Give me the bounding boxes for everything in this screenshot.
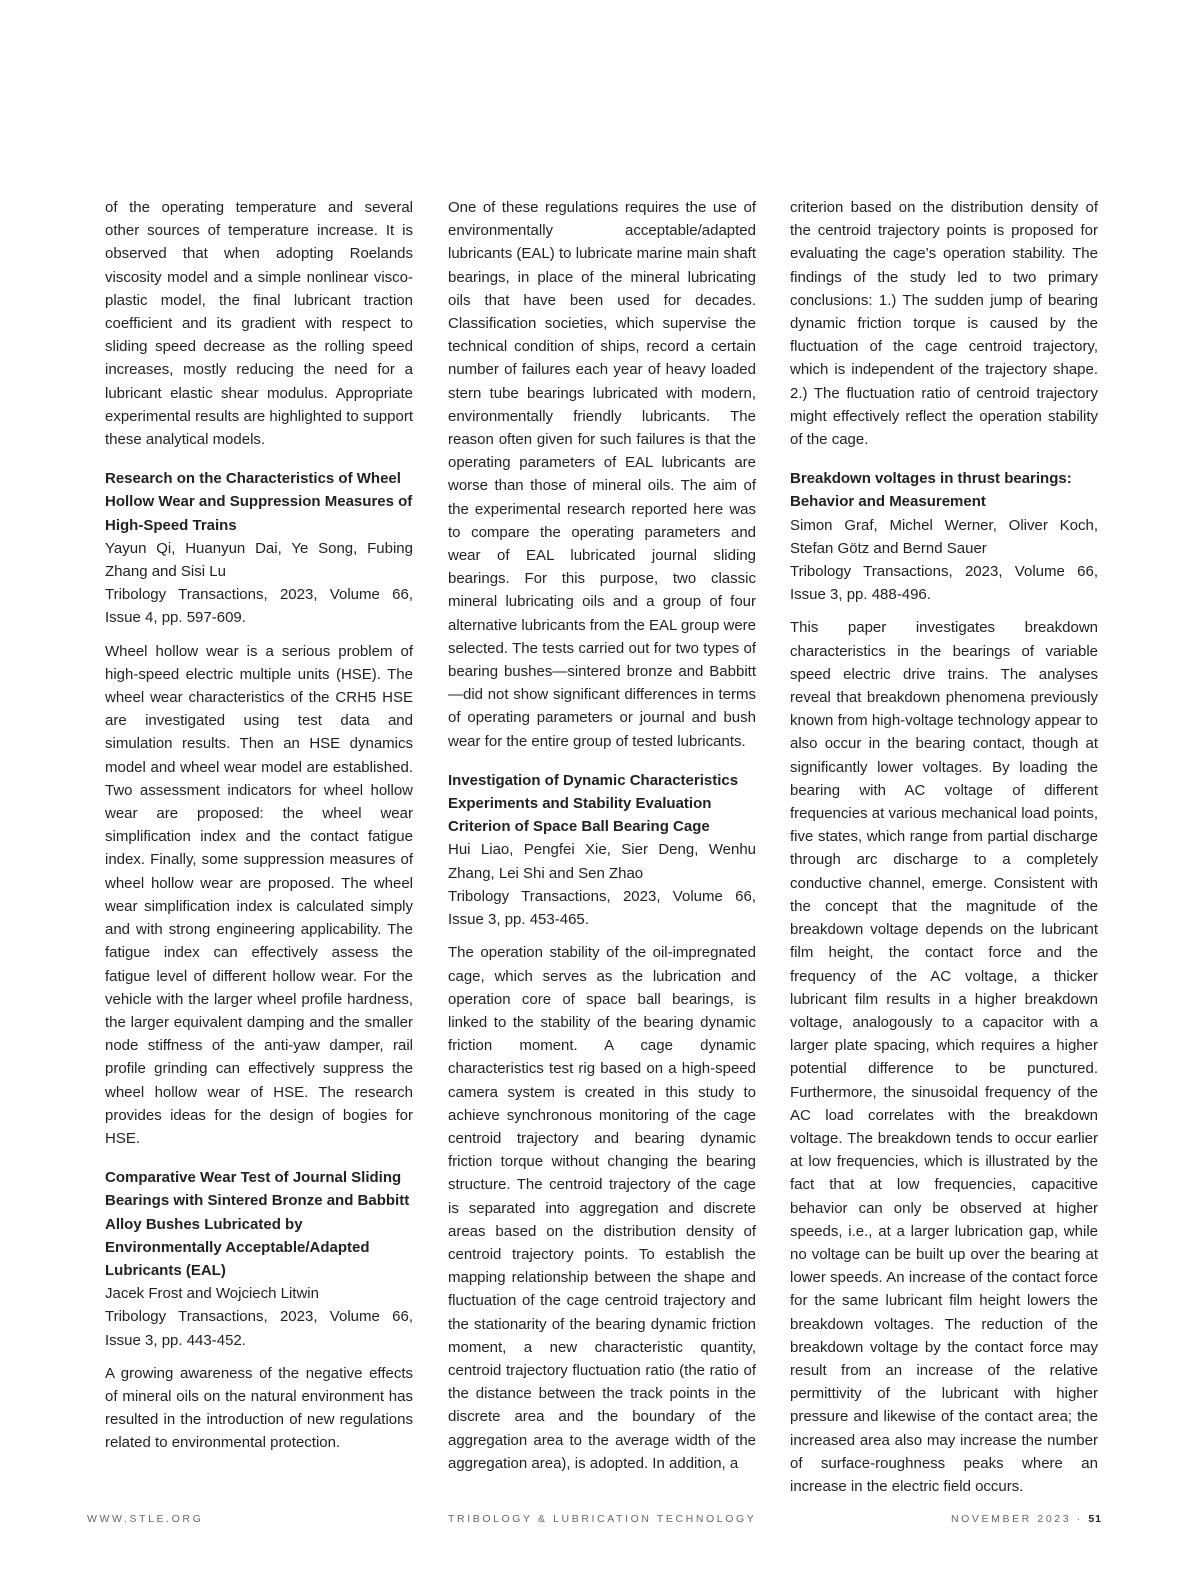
page-number: 51 — [1088, 1513, 1102, 1525]
article-title: Investigation of Dynamic Characteristics Experiments and Stability Evaluation Criterion of Space Ball Bearing Cage — [448, 771, 739, 836]
abstract-continuation: criterion based on the distribution density of the centroid trajectory points is proposed for evaluating the cage’s operation stability. The findings of the study led to two primary conclusions: 1.) The sudden jump of bearing dynamic friction torque is caused by the fluctuation of the cage centroid trajectory, which is independent of the trajectory shape. 2.) The fluctuation ratio of centroid trajectory might effectively reflect the operation stability of the cage. — [790, 199, 1098, 449]
article-citation: Tribology Transactions, 2023, Volume 66, Issue 3, pp. 453-465. — [448, 887, 756, 929]
article-citation: Tribology Transactions, 2023, Volume 66, Issue 3, pp. 443-452. — [105, 1308, 413, 1349]
column-right — [790, 196, 1098, 1508]
article-abstract: A growing awareness of the negative effects of mineral oils on the natural environment has resulted in the introduction of new regulations related to environmental protection. — [105, 1364, 413, 1452]
column-left — [105, 196, 413, 1465]
article-citation: Tribology Transactions, 2023, Volume 66, Issue 3, pp. 488-496. — [790, 563, 1098, 604]
abstract-continuation: One of these regulations requires the use of environmentally acceptable/adapted lubricants (EAL) to lubricate marine main shaft bearings, in place of the mineral lubricating oils that have been used for decades. Classification societies, which supervise the technical condition of ships, record a certain number of failures each year of heavy loaded stern tube bearings lubricated with modern, environmentally friendly lubricants. The reason often given for such failures is that the operating parameters of EAL lubricants are worse than those of mineral oils. The aim of the experimental research reported here was to compare the operating parameters and wear of EAL lubricated journal sliding bearings. For this purpose, two classic mineral lubricating oils and a group of four alternative lubricants from the EAL group were selected. The tests carried out for two types of bearing bushes—sintered bronze and Babbitt—did not show significant differences in terms of operating parameters or journal and bush wear for the entire group of tested lubricants. — [448, 199, 756, 750]
article-abstract: Wheel hollow wear is a serious problem of high-speed electric multiple units (HSE). The wheel wear characteristics of the CRH5 HSE are investigated using test data and simulation results. Then an HSE dynamics model and wheel wear model are established. Two assessment indicators for wheel hollow wear are proposed: the wheel wear simplification index and the contact fatigue index. Finally, some suppression measures of wheel hollow wear are proposed. The wheel wear simplification index is calculated simply and with strong engineering applicability. The fatigue index can effectively assess the fatigue level of different hollow wear. For the vehicle with the larger wheel profile hardness, the larger equivalent damping and the smaller node stiffness of the anti-yaw damper, rail profile grinding can effectively suppress the wheel hollow wear of HSE. The research provides ideas for the design of bogies for HSE. — [105, 642, 413, 1147]
footer-separator: · — [1076, 1513, 1083, 1525]
article-title: Research on the Characteristics of Wheel Hollow Wear and Suppression Measures of High-Speed Trains — [105, 470, 413, 534]
article-abstract: The operation stability of the oil-impregnated cage, which serves as the lubrication and operation core of space ball bearings, is linked to the stability of the bearing dynamic friction moment. A cage dynamic characteristics test rig based on a high-speed camera system is created in this study to achieve synchronous monitoring of the cage centroid trajectory and bearing dynamic friction torque without changing the bearing structure. The centroid trajectory of the cage is separated into aggregation and discrete areas based on the distribution density of centroid trajectory points. To establish the mapping relationship between the shape and fluctuation of the cage centroid trajectory and the stationarity of the bearing dynamic friction moment, a new characteristic quantity, centroid trajectory fluctuation ratio (the ratio of the distance between the track points in the discrete area and the boundary of the aggregation area to the average width of the aggregation area), is adopted. In addition, a — [448, 944, 756, 1472]
article-meta — [448, 838, 756, 931]
article-authors: Simon Graf, Michel Werner, Oliver Koch, Stefan Götz and Bernd Sauer — [790, 516, 1098, 557]
article-meta — [105, 1282, 413, 1352]
article-title: Breakdown voltages in thrust bearings: Behavior and Measurement — [790, 470, 1072, 511]
article-meta — [105, 537, 413, 630]
footer-magazine-title: TRIBOLOGY & LUBRICATION TECHNOLOGY — [448, 1513, 757, 1525]
article-authors: Yayun Qi, Huanyun Dai, Ye Song, Fubing Zhang and Sisi Lu — [105, 539, 413, 581]
footer-issue — [951, 1513, 1102, 1525]
article-title: Comparative Wear Test of Journal Sliding Bearings with Sintered Bronze and Babbitt Alloy Bushes Lubricated by Environmentally Acceptable/Adapted Lubricants (EAL) — [105, 1169, 410, 1279]
article-meta — [790, 514, 1098, 607]
footer-issue-date: NOVEMBER 2023 — [950, 1513, 1072, 1525]
column-middle — [448, 196, 756, 1485]
article-abstract: This paper investigates breakdown characteristics in the bearings of variable speed electric drive trains. The analyses reveal that breakdown phenomena previously known from high-voltage technology appear to also occur in the bearing contact, though at significantly lower voltages. By loading the bearing with AC voltage of different frequencies at various mechanical load points, five states, which range from partial discharge through arc discharge to a completely conductive channel, emerge. Consistent with the concept that the magnitude of the breakdown voltage depends on the lubricant film height, the contact force and the frequency of the AC voltage, a thicker lubricant film results in a higher breakdown voltage, analogously to a capacitor with a larger plate spacing, which requires a higher potential difference to be punctured. Furthermore, the sinusoidal frequency of the AC load correlates with the breakdown voltage. The breakdown tends to occur earlier at low frequencies, which is illustrated by the fact that at low frequencies, capacitive behavior can only be observed at higher speeds, i.e., at a larger lubrication gap, while no voltage can be built up over the bearing at lower speeds. An increase of the contact force for the same lubricant film height lowers the breakdown voltages. The reduction of the breakdown voltage by the contact force may result from an increase of the relative permittivity of the lubricant with higher pressure and likewise of the contact area; the increased area also may increase the number of surface-roughness peaks where an increase in the electric field occurs. — [790, 619, 1098, 1495]
footer-website: WWW.STLE.ORG — [87, 1513, 204, 1525]
abstract-continuation: of the operating temperature and several other sources of temperature increase. It is observed that when adopting Roelands viscosity model and a simple nonlinear visco-plastic model, the final lubricant traction coefficient and its gradient with respect to sliding speed decrease as the rolling speed increases, mostly reducing the need for a lubricant elastic shear modulus. Appropriate experimental results are highlighted to support these analytical models. — [105, 199, 413, 449]
article-authors: Hui Liao, Pengfei Xie, Sier Deng, Wenhu Zhang, Lei Shi and Sen Zhao — [448, 841, 756, 882]
article-citation: Tribology Transactions, 2023, Volume 66, Issue 4, pp. 597-609. — [105, 586, 413, 627]
article-authors: Jacek Frost and Wojciech Litwin — [105, 1285, 319, 1303]
